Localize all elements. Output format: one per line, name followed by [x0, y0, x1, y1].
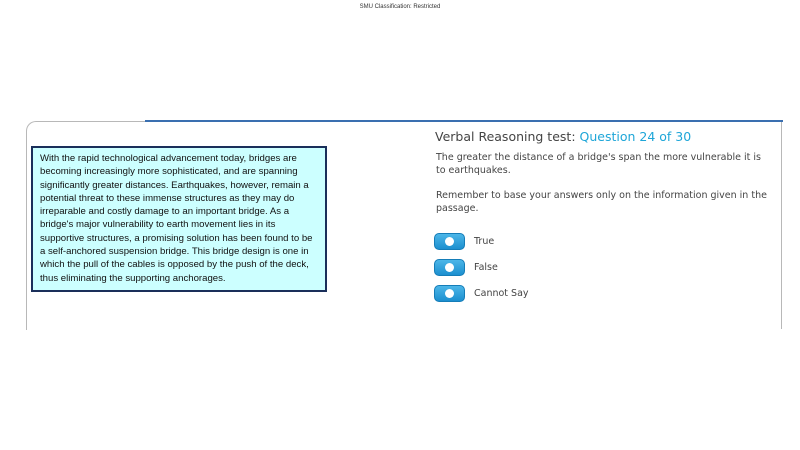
- option-label[interactable]: False: [474, 261, 498, 273]
- radio-toggle-icon[interactable]: [434, 259, 465, 276]
- option-label[interactable]: True: [474, 235, 495, 247]
- radio-toggle-icon[interactable]: [434, 233, 465, 250]
- option-label[interactable]: Cannot Say: [474, 287, 529, 299]
- answer-option-cannot-say[interactable]: [434, 284, 529, 302]
- question-statement: The greater the distance of a bridge's span the more vulnerable it is to earthquakes.: [436, 152, 762, 176]
- question-counter: Question 24 of 30: [579, 129, 692, 144]
- instructions-reminder: Remember to base your answers only on the information given in the passage.: [436, 190, 767, 214]
- classification-note: SMU Classification: Restricted: [359, 4, 441, 10]
- test-title: Verbal Reasoning test:: [435, 129, 576, 144]
- answer-option-true[interactable]: [434, 232, 494, 250]
- answer-option-false[interactable]: [434, 258, 498, 276]
- radio-toggle-icon[interactable]: [434, 285, 465, 302]
- test-header: [435, 129, 691, 144]
- panel-top-rule: [145, 120, 783, 122]
- passage-box: With the rapid technological advancement today, bridges are becoming increasingly more sophisticated, and are spanning significantly greater distances. Earthquakes, however, remain a potential threat to these immense structures as they may do irreparable and costly damage to an important bridge. As a bridge's major vulnerability to earth movement lies in its supportive structures, a promising solution has been found to be a self-anchored suspension bridge. This bridge design is one in which the pull of the cables is opposed by the push of the deck, thus eliminating the supporting anchorages.: [31, 146, 327, 292]
- panel-right-border: [781, 122, 782, 329]
